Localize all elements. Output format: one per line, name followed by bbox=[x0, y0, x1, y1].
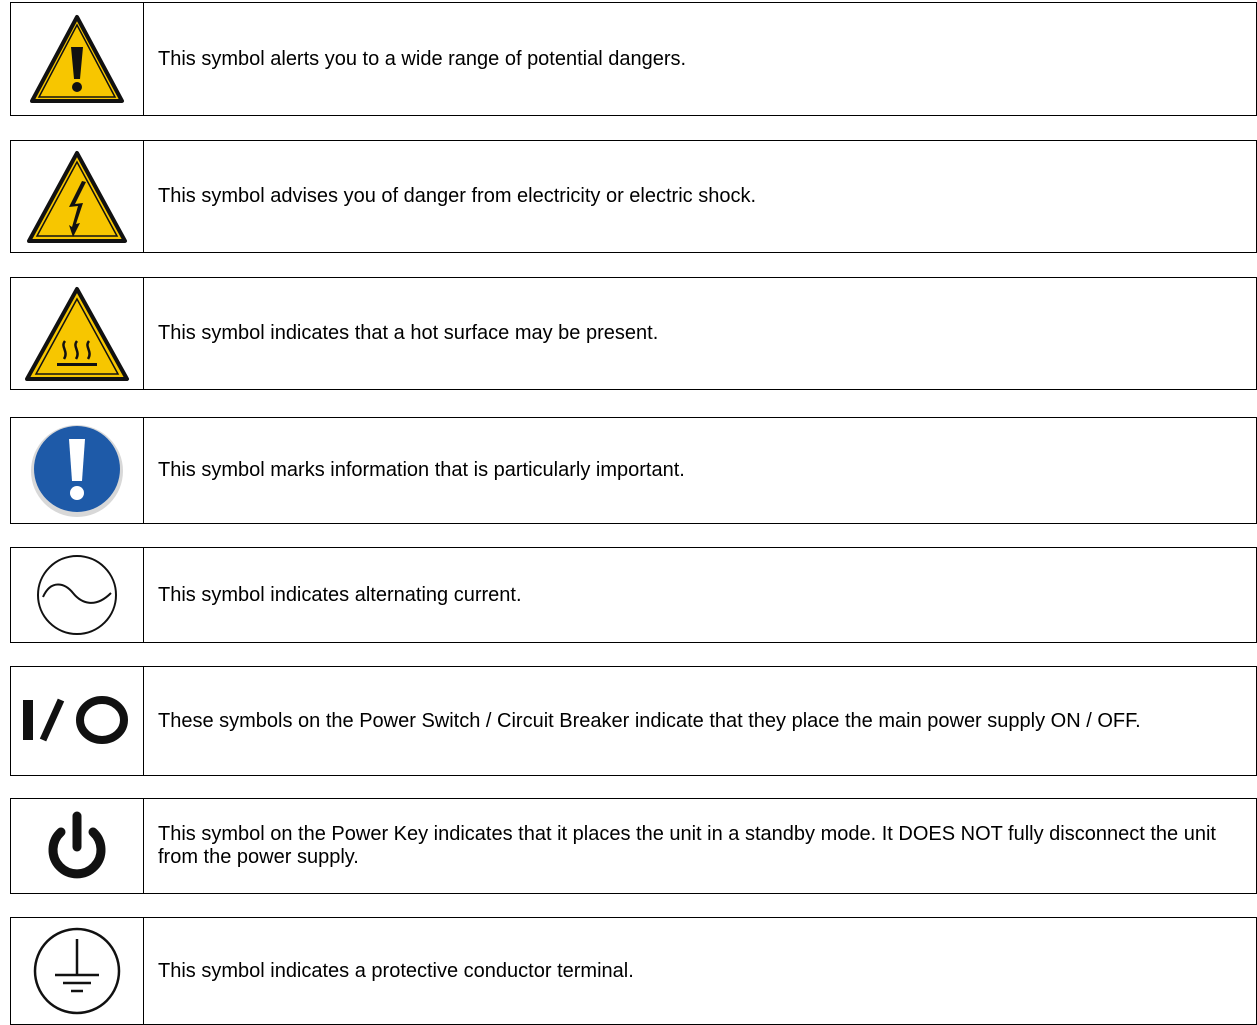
symbol-row-hot-surface bbox=[10, 277, 1257, 390]
symbol-description-text: This symbol alerts you to a wide range of potential dangers. bbox=[158, 47, 687, 70]
symbol-description-text: This symbol advises you of danger from electricity or electric shock. bbox=[158, 185, 756, 207]
symbol-row-important-information bbox=[10, 417, 1257, 524]
important-information-icon bbox=[29, 423, 125, 519]
symbol-description-text: These symbols on the Power Switch / Circuit Breaker indicate that they place the main power supply ON / OFF. bbox=[158, 709, 1141, 732]
electric-shock-warning-icon bbox=[25, 149, 129, 245]
symbol-description bbox=[144, 799, 1256, 893]
power-on-off-icon bbox=[17, 691, 137, 751]
symbol-row-standby-power bbox=[10, 798, 1257, 894]
symbol-row-power-on-off bbox=[10, 666, 1257, 776]
protective-earth-icon bbox=[31, 925, 123, 1017]
symbol-description-text: This symbol marks information that is particularly important. bbox=[158, 459, 685, 481]
symbol-description-text: This symbol indicates a protective conductor terminal. bbox=[158, 959, 634, 982]
symbol-description bbox=[144, 667, 1256, 775]
symbol-row-general-warning bbox=[10, 2, 1257, 116]
symbol-icon-cell bbox=[11, 667, 144, 775]
symbol-description bbox=[144, 141, 1256, 252]
symbol-description-text: This symbol indicates alternating current. bbox=[158, 583, 522, 606]
symbol-icon-cell bbox=[11, 918, 144, 1024]
symbol-icon-cell bbox=[11, 799, 144, 893]
symbol-icon-cell bbox=[11, 418, 144, 523]
symbol-row-electric-shock bbox=[10, 140, 1257, 253]
symbol-icon-cell bbox=[11, 3, 144, 115]
standby-power-icon bbox=[42, 811, 112, 881]
symbol-description bbox=[144, 918, 1256, 1024]
symbol-description bbox=[144, 548, 1256, 642]
symbol-icon-cell bbox=[11, 141, 144, 252]
symbol-description-text: This symbol indicates that a hot surface may be present. bbox=[158, 322, 659, 344]
symbol-row-protective-earth bbox=[10, 917, 1257, 1025]
alternating-current-icon bbox=[35, 553, 119, 637]
symbol-description bbox=[144, 418, 1256, 523]
symbol-icon-cell bbox=[11, 548, 144, 642]
symbol-description-text: This symbol on the Power Key indicates that it places the unit in a standby mode. It DOES NOT fully disconnect the unit from the power supply. bbox=[158, 823, 1216, 868]
symbol-description bbox=[144, 278, 1256, 389]
symbol-icon-cell bbox=[11, 278, 144, 389]
symbol-description bbox=[144, 3, 1256, 115]
general-warning-icon bbox=[29, 13, 125, 105]
hot-surface-warning-icon bbox=[23, 285, 131, 383]
symbol-row-alternating-current bbox=[10, 547, 1257, 643]
